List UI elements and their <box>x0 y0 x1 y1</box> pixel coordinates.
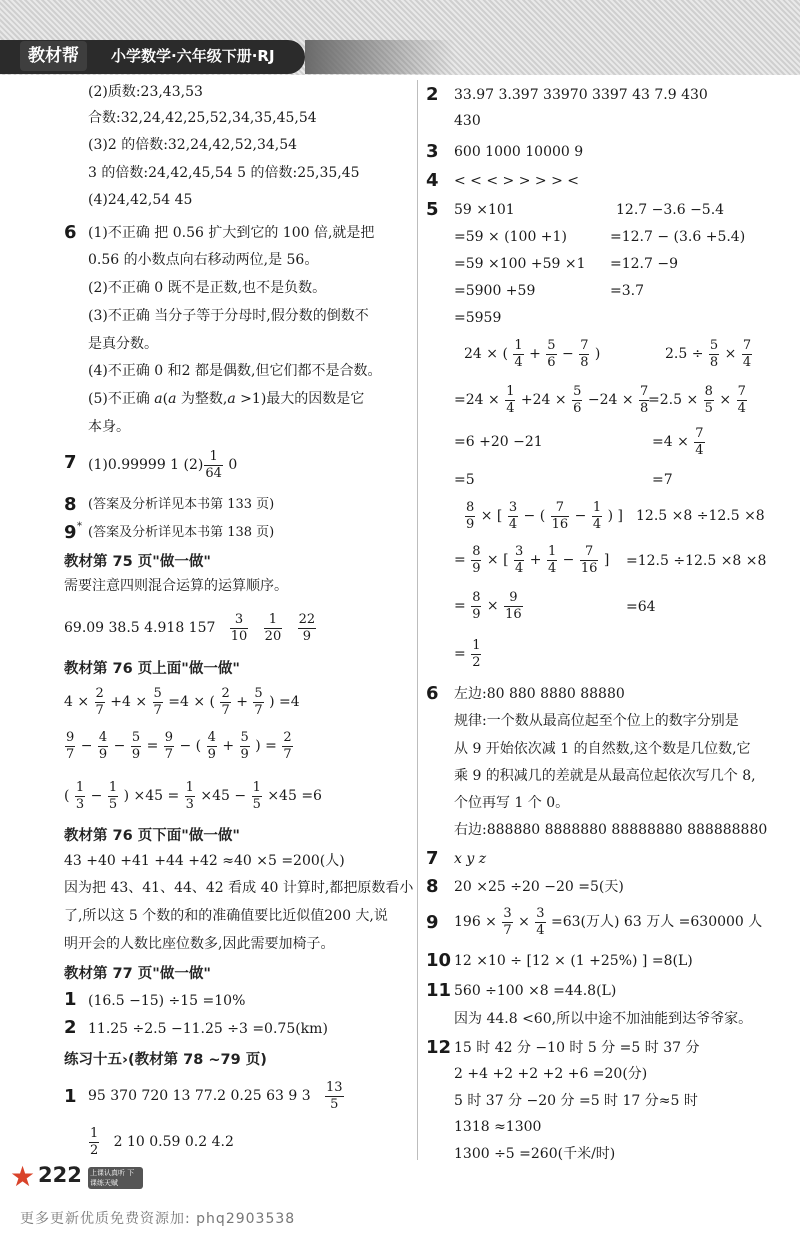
text-span: 0 <box>223 457 238 473</box>
text-line: =12.7 − (3.6 +5.4) <box>610 229 746 245</box>
equation-line <box>64 778 322 814</box>
fraction: $\frac{7}{16}$ <box>580 543 598 576</box>
question-number: 7 <box>426 848 439 869</box>
fraction: $\frac{13}{5}$ <box>326 1079 343 1112</box>
text-line: (3)2 的倍数:32,24,42,52,34,54 <box>88 137 298 153</box>
fraction: $\frac{8}{9}$ <box>472 589 481 622</box>
fraction: $\frac{8}{9}$ <box>472 543 481 576</box>
text-span: − <box>86 788 107 804</box>
fraction: $\frac{2}{7}$ <box>95 685 104 718</box>
fraction: $\frac{3}{7}$ <box>503 905 512 938</box>
fraction: $\frac{2}{7}$ <box>283 729 292 762</box>
variable: a <box>168 391 177 407</box>
watermark-text: 更多更新优质免费资源加: phq2903538 <box>20 1211 296 1227</box>
text-line: 43 +40 +41 +44 +42 ≈40 ×5 =200(人) <box>64 853 345 869</box>
section-heading: 教材第 77 页"做一做" <box>64 966 211 982</box>
text-span: ) ] <box>603 508 623 524</box>
text-line: 左边:80 880 8880 88880 <box>454 686 625 702</box>
text-span: × <box>513 914 535 930</box>
text-line: 1300 ÷5 =260(千米/时) <box>454 1146 616 1162</box>
fraction: $\frac{7}{4}$ <box>737 383 746 416</box>
text-span: 为整数, <box>176 391 228 407</box>
text-line: < < < > > > > < <box>454 173 579 189</box>
text-span: × <box>720 346 741 362</box>
text-line: (答案及分析详见本书第 138 页) <box>88 525 275 540</box>
text-span: 95 370 720 13 77.2 0.25 63 9 3 <box>88 1088 311 1104</box>
text-line: =7 <box>652 472 673 488</box>
fraction: $\frac{7}{16}$ <box>551 499 569 532</box>
text-span: =63(万人) 63 万人 =630000 人 <box>546 914 763 930</box>
text-line: (2)质数:23,43,53 <box>88 84 203 100</box>
fraction: $\frac{5}{6}$ <box>547 337 556 370</box>
text-line: =59 ×100 +59 ×1 <box>454 256 586 272</box>
text-line: 600 1000 10000 9 <box>454 144 584 160</box>
text-span: 2 10 0.59 0.2 4.2 <box>113 1134 234 1150</box>
text-line: 3 的倍数:24,42,45,54 5 的倍数:25,35,45 <box>88 165 360 181</box>
equation-line <box>64 684 300 720</box>
text-span: 2.5 ÷ <box>665 346 708 362</box>
question-number: 4 <box>426 170 439 191</box>
text-line: 需要注意四则混合运算的运算顺序。 <box>64 578 288 594</box>
fraction: $\frac{3}{4}$ <box>515 543 524 576</box>
text-line: x y z <box>454 851 487 867</box>
text-line: 了,所以这 5 个数的和的准确值要比近似值200 大,说 <box>64 908 388 924</box>
text-line: =64 <box>626 599 656 615</box>
fraction: $\frac{1}{4}$ <box>506 383 515 416</box>
variable: a <box>227 391 236 407</box>
text-line <box>64 448 237 482</box>
question-number: 2 <box>426 84 439 105</box>
text-span: × <box>482 598 504 614</box>
question-number: 6 <box>64 222 77 243</box>
text-line: =5959 <box>454 310 502 326</box>
text-line: 12.7 −3.6 −5.4 <box>616 202 725 218</box>
fraction: $\frac{5}{7}$ <box>153 685 162 718</box>
fraction: $\frac{1}{2}$ <box>472 637 481 670</box>
column-divider <box>417 80 418 1160</box>
star-mark: * <box>77 521 82 532</box>
text-line: 是真分数。 <box>88 336 158 352</box>
section-heading: 教材第 76 页下面"做一做" <box>64 828 240 844</box>
text-line: 0.56 的小数点向右移动两位,是 56。 <box>88 252 319 268</box>
text-line <box>64 389 364 409</box>
text-line: 33.97 3.397 33970 3397 43 7.9 430 <box>454 87 708 103</box>
text-span: − <box>557 346 579 362</box>
text-span: >1)最大的因数是它 <box>235 391 365 407</box>
text-line: 合数:32,24,42,25,52,34,35,45,54 <box>88 110 317 126</box>
text-line: =12.5 ÷12.5 ×8 ×8 <box>626 553 767 569</box>
fraction: $\frac{5}{9}$ <box>240 729 249 762</box>
fraction: $\frac{5}{8}$ <box>709 337 719 370</box>
text-line: (16.5 −15) ÷15 =10% <box>88 993 246 1009</box>
text-span: ] <box>599 552 610 568</box>
text-span: − ( <box>175 738 206 754</box>
equation-line <box>464 336 600 372</box>
text-line: =5 <box>454 472 475 488</box>
fraction: $\frac{3}{4}$ <box>536 905 545 938</box>
text-span: ) <box>590 346 601 362</box>
text-span: + <box>524 346 546 362</box>
text-span: 69.09 38.5 4.918 157 <box>64 620 216 636</box>
text-span: 24 × ( <box>464 346 513 362</box>
equation-line <box>454 588 524 624</box>
subject-title: 小学数学·六年级下册·RJ <box>111 47 275 65</box>
question-number: 9 <box>64 522 77 543</box>
text-line: 20 ×25 ÷20 −20 =5(天) <box>454 879 624 895</box>
text-span: − <box>109 738 130 754</box>
brand-label: 教材帮 <box>20 41 87 71</box>
fraction: $\frac{5}{9}$ <box>131 729 141 762</box>
text-line: 12 ×10 ÷ [12 × (1 +25%) ] =8(L) <box>454 953 693 969</box>
text-line: 5 时 37 分 −20 分 =5 时 17 分≈5 时 <box>454 1093 698 1109</box>
section-heading: 教材第 76 页上面"做一做" <box>64 661 240 677</box>
fraction: $\frac{5}{6}$ <box>573 383 582 416</box>
equation-line <box>64 728 294 764</box>
text-line: 1318 ≈1300 <box>454 1119 542 1135</box>
fraction: $\frac{1}{64}$ <box>205 448 222 481</box>
text-span: ×45 =6 <box>262 788 322 804</box>
equation-line <box>648 382 748 418</box>
text-line: =59 × (100 +1) <box>454 229 567 245</box>
text-span: ) = <box>250 738 282 754</box>
question-number: 1 <box>64 989 77 1010</box>
text-line: 明开会的人数比座位数多,因此需要加椅子。 <box>64 936 335 952</box>
text-span: +24 × <box>516 392 572 408</box>
fraction: $\frac{22}{9}$ <box>298 611 316 644</box>
fraction: $\frac{7}{8}$ <box>640 383 649 416</box>
fraction: $\frac{1}{3}$ <box>185 779 194 812</box>
text-line <box>64 1078 345 1114</box>
question-number: 5 <box>426 199 439 220</box>
question-number: 11 <box>426 980 452 1001</box>
text-span: − <box>558 552 579 568</box>
question-number: 9 <box>426 912 439 933</box>
text-span: ) ×45 = <box>119 788 184 804</box>
fraction: $\frac{1}{5}$ <box>252 779 261 812</box>
text-span: =24 × <box>454 392 505 408</box>
text-line: 个位再写 1 个 0。 <box>454 795 570 811</box>
fraction: $\frac{1}{3}$ <box>75 779 85 812</box>
fraction: $\frac{8}{5}$ <box>704 383 713 416</box>
text-span: ( <box>64 788 74 804</box>
page-tag: 上课认真听 下课练天赋 <box>88 1167 143 1189</box>
text-line: 右边:888880 8888880 88888880 888888880 <box>454 822 768 838</box>
text-line <box>64 610 317 646</box>
fraction: $\frac{3}{4}$ <box>508 499 518 532</box>
question-number: 8 <box>64 494 77 515</box>
text-span: = <box>454 552 471 568</box>
text-line: (3)不正确 当分子等于分母时,假分数的倒数不 <box>88 308 369 324</box>
equation-line <box>454 382 650 418</box>
text-span: ×45 − <box>195 788 251 804</box>
text-span: −24 × <box>583 392 639 408</box>
question-number: 12 <box>426 1037 452 1058</box>
text-span: + <box>525 552 546 568</box>
question-number: 7 <box>64 452 77 473</box>
variable: a <box>154 391 163 407</box>
text-span: +4 × <box>105 694 152 710</box>
fraction: $\frac{8}{9}$ <box>466 499 475 532</box>
text-line: 本身。 <box>88 419 130 435</box>
text-line: (4)不正确 0 和2 都是偶数,但它们都不是合数。 <box>88 363 382 379</box>
text-span: ) =4 <box>264 694 300 710</box>
text-span: × [ <box>482 552 514 568</box>
text-span: × <box>714 392 736 408</box>
question-number: 2 <box>64 1017 77 1038</box>
text-line: 2 +4 +2 +2 +2 +6 =20(分) <box>454 1066 648 1082</box>
text-line: (4)24,42,54 45 <box>88 192 193 208</box>
question-number: 1 <box>64 1086 77 1107</box>
text-line: 乘 9 的积减几的差就是从最高位起依次写几个 8, <box>454 768 756 784</box>
text-span: (5)不正确 <box>88 391 155 407</box>
text-line: =5900 +59 <box>454 283 536 299</box>
text-span: + <box>231 694 253 710</box>
text-line: 430 <box>454 113 481 129</box>
fraction: $\frac{2}{7}$ <box>221 685 230 718</box>
text-span: + <box>217 738 239 754</box>
fraction: $\frac{1}{20}$ <box>264 611 282 644</box>
question-number: 3 <box>426 141 439 162</box>
star-icon: ★ <box>10 1160 36 1193</box>
text-span: =4 × <box>652 434 694 450</box>
text-line: 15 时 42 分 −10 时 5 分 =5 时 37 分 <box>454 1040 700 1056</box>
fraction: $\frac{4}{9}$ <box>207 729 216 762</box>
text-line: 11.25 ÷2.5 −11.25 ÷3 =0.75(km) <box>88 1021 328 1037</box>
text-span: =4 × ( <box>163 694 220 710</box>
section-heading: 练习十五›(教材第 78 ~79 页) <box>64 1052 267 1068</box>
text-span: = <box>454 646 471 662</box>
fraction: $\frac{5}{7}$ <box>254 685 263 718</box>
text-line: 12.5 ×8 ÷12.5 ×8 <box>636 508 765 524</box>
text-line: 从 9 开始依次减 1 的自然数,这个数是几位数,它 <box>454 741 751 757</box>
text-line: =12.7 −9 <box>610 256 678 272</box>
text-span: ( <box>162 391 169 407</box>
text-span: × [ <box>476 508 507 524</box>
text-line: 因为 44.8 <60,所以中途不加油能到达爷爷家。 <box>454 1011 753 1027</box>
fraction: $\frac{1}{2}$ <box>90 1125 99 1158</box>
text-line: (答案及分析详见本书第 133 页) <box>88 497 275 512</box>
fraction: $\frac{9}{7}$ <box>164 729 174 762</box>
text-line: 因为把 43、41、44、42 看成 40 计算时,都把原数看小 <box>64 880 414 896</box>
question-number: 6 <box>426 683 439 704</box>
fraction: $\frac{1}{4}$ <box>547 543 557 576</box>
fraction: $\frac{7}{4}$ <box>695 425 704 458</box>
text-line <box>64 1124 234 1160</box>
fraction: $\frac{1}{4}$ <box>592 499 602 532</box>
fraction: $\frac{9}{7}$ <box>66 729 75 762</box>
equation-line <box>454 542 609 578</box>
question-number: 10 <box>426 950 452 971</box>
text-span: 4 × <box>64 694 94 710</box>
text-line: (1)不正确 把 0.56 扩大到它的 100 倍,就是把 <box>88 225 375 241</box>
text-line: (2)不正确 0 既不是正数,也不是负数。 <box>88 280 327 296</box>
fraction: $\frac{7}{4}$ <box>742 337 752 370</box>
text-span: − <box>76 738 97 754</box>
text-span: = <box>142 738 163 754</box>
fraction: $\frac{9}{16}$ <box>505 589 522 622</box>
section-heading: 教材第 75 页"做一做" <box>64 554 211 570</box>
text-line: 规律:一个数从最高位起至个位上的数字分别是 <box>454 713 739 729</box>
text-span: 196 × <box>454 914 502 930</box>
equation-line <box>464 498 623 534</box>
equation-line <box>454 636 482 672</box>
text-line: 59 ×101 <box>454 202 515 218</box>
text-line: =3.7 <box>610 283 644 299</box>
text-span: − <box>570 508 591 524</box>
equation-line <box>665 336 753 372</box>
text-line: 560 ÷100 ×8 =44.8(L) <box>454 983 617 999</box>
page-number: 222 <box>38 1163 82 1187</box>
question-number: 8 <box>426 876 439 897</box>
fraction: $\frac{4}{9}$ <box>98 729 108 762</box>
fraction: $\frac{1}{5}$ <box>108 779 118 812</box>
text-span: (1)0.99999 1 (2) <box>88 457 204 473</box>
fraction: $\frac{1}{4}$ <box>514 337 523 370</box>
equation-line <box>430 904 762 940</box>
equation-line <box>652 424 706 460</box>
page-number-badge <box>10 1162 140 1192</box>
text-span: = <box>454 598 471 614</box>
text-span: =2.5 × <box>648 392 703 408</box>
text-span: − ( <box>519 508 550 524</box>
fraction: $\frac{7}{8}$ <box>580 337 589 370</box>
fraction: $\frac{3}{10}$ <box>230 611 248 644</box>
text-line: =6 +20 −21 <box>454 434 543 450</box>
